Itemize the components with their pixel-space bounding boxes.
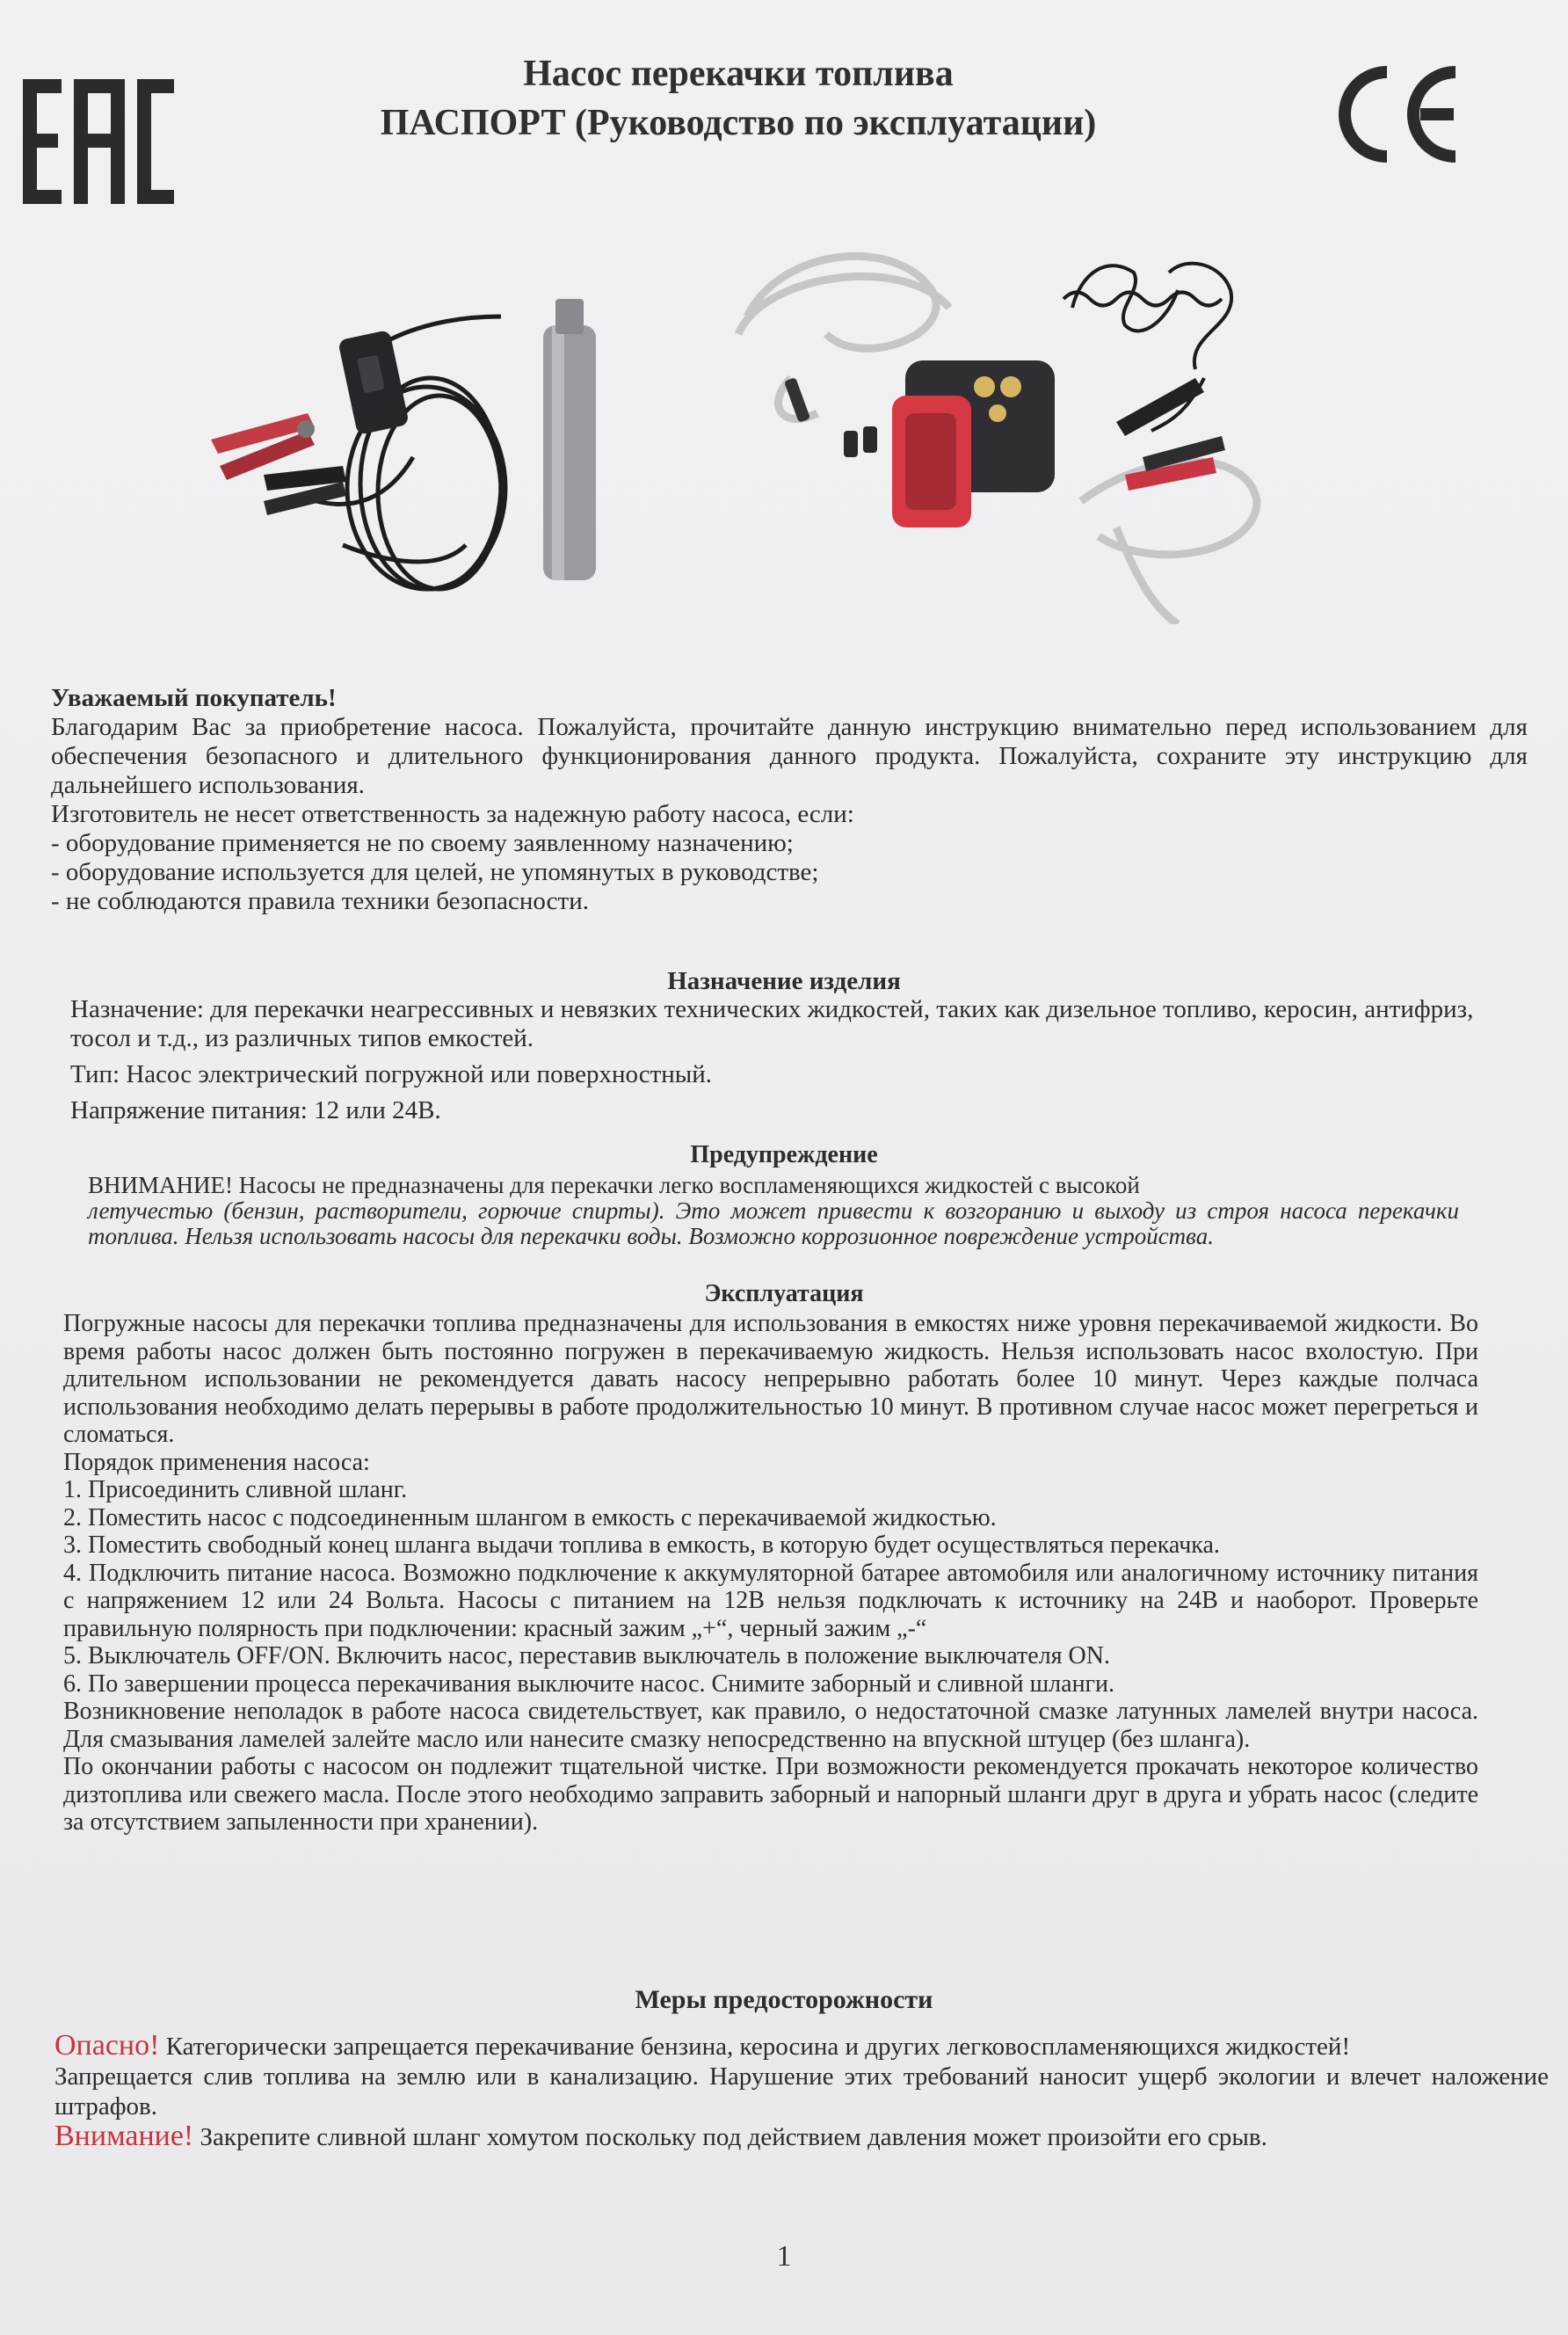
intro-section [51, 684, 1528, 916]
liability-item-3: - не соблюдаются правила техники безопасности. [51, 887, 589, 915]
title-line-2: ПАСПОРТ (Руководство по эксплуатации) [380, 103, 1097, 143]
drain-paragraph: Запрещается слив топлива на землю или в канализацию. Нарушение этих требований наносит ущерб экологии и влечет наложение штрафов. [54, 2062, 1549, 2120]
title-line-1: Насос перекачки топлива [523, 54, 954, 94]
liability-item-1: - оборудование применяется не по своему заявленному назначению; [51, 829, 794, 857]
order-label: Порядок применения насоса: [63, 1448, 370, 1476]
intro-paragraph: Благодарим Вас за приобретение насоса. Пожалуйста, прочитайте данную инструкцию внимательно перед использованием для обеспечения безопасного и длительного функционирования данного продукта. Пожалуйста, сохраните эту инструкцию для дальнейшего использования. [51, 713, 1528, 799]
step-4: 4. Подключить питание насоса. Возможно подключение к аккумуляторной батарее автомобиля или аналогичному источнику питания с напряжением 12 или 24 Вольта. Насосы с питанием на 12В нельзя подключать к источнику на 24В и наоборот. Проверьте правильную полярность при подключении: красный зажим „+“, черный зажим „-“ [63, 1559, 1478, 1642]
submersible-pump-image [211, 281, 668, 615]
operation-paragraph: Погружные насосы для перекачки топлива предназначены для использования в емкостях ниже уровня перекачиваемой жидкости. Во время работы насос должен быть постоянно погружен в перекачиваемую жидкость. Нельзя использовать насос вхолостую. При длительном использовании не рекомендуется давать насосу непрерывно работать более 10 минут. Через каждые полчаса использования необходимо делать перерывы в работе продолжительностью 10 минут. В противном случае насос может перегреться и сломаться. [63, 1310, 1478, 1448]
warning-heading: Предупреждение [690, 1141, 878, 1168]
page-number: 1 [776, 2240, 792, 2273]
step-2: 2. Поместить насос с подсоединенным шлангом в емкость с перекачиваемой жидкостью. [63, 1503, 997, 1531]
attention-paragraph [54, 2121, 1549, 2152]
precautions-heading: Меры предосторожности [635, 1985, 933, 2014]
operation-section [63, 1310, 1478, 1837]
step-1: 1. Присоединить сливной шланг. [63, 1476, 408, 1503]
attention-label: Внимание! [54, 2120, 194, 2152]
warning-section [88, 1173, 1459, 1249]
step-6: 6. По завершении процесса перекачивания выключите насос. Снимите заборный и сливной шланги. [63, 1669, 1115, 1698]
danger-text: Категорически запрещается перекачивание бензина, керосина и других легковоспламеняющихся жидкостей! [159, 2033, 1351, 2061]
step-3: 3. Поместить свободный конец шланга выдачи топлива в емкость, в которую будет осуществляться перекачка. [63, 1531, 1220, 1559]
purpose-text: Назначение: для перекачки неагрессивных и невязких технических жидкостей, таких как дизельное топливо, керосин, антифриз, тосол и т.д., из различных типов емкостей. [70, 995, 1474, 1052]
step-5: 5. Выключатель OFF/ON. Включить насос, переставив выключатель в положение выключателя ON. [63, 1642, 1110, 1669]
purpose-voltage: Напряжение питания: 12 или 24В. [70, 1096, 441, 1124]
purpose-section [70, 995, 1494, 1125]
purpose-type: Тип: Насос электрический погружной или поверхностный. [70, 1060, 713, 1088]
danger-paragraph [54, 2031, 1549, 2062]
liability-line: Изготовитель не несет ответственность за надежную работу насоса, если: [51, 800, 854, 828]
greeting: Уважаемый покупатель! [51, 684, 337, 712]
ce-logo [1332, 62, 1464, 167]
surface-pump-image [730, 237, 1274, 624]
danger-label: Опасно! [54, 2029, 160, 2062]
cleaning-paragraph: По окончании работы с насосом он подлежит тщательной чистке. При возможности рекомендуется прокачать некоторое количество дизтоплива или свежего масла. После этого необходимо заправить заборный и напорный шланги друг в друга и убрать насос (следите за отсутствием запыленности при хранении). [63, 1753, 1478, 1836]
warning-rest: летучестью (бензин, растворители, горючие спирты). Это может привести к возгоранию и выходу из строя насоса перекачки топлива. Нельзя использовать насосы для перекачки воды. Возможно коррозионное повреждение устройства. [88, 1197, 1459, 1249]
attention-text: Закрепите сливной шланг хомутом поскольку под действием давления может произойти его срыв. [193, 2123, 1267, 2151]
operation-heading: Эксплуатация [704, 1280, 864, 1307]
warning-lead: ВНИМАНИЕ! Насосы не предназначены для перекачки легко воспламеняющихся жидкостей с высокой [88, 1172, 1140, 1198]
liability-item-2: - оборудование используется для целей, не упомянутых в руководстве; [51, 858, 819, 886]
eac-logo [19, 76, 178, 207]
purpose-heading: Назначение изделия [667, 967, 901, 995]
faults-paragraph: Возникновение неполадок в работе насоса свидетельствует, как правило, о недостаточной смазке латунных ламелей внутри насоса. Для смазывания ламелей залейте масло или нанесите смазку непосредственно на впускной штуцер (без шланга). [63, 1698, 1478, 1753]
precautions-section [54, 2031, 1549, 2152]
